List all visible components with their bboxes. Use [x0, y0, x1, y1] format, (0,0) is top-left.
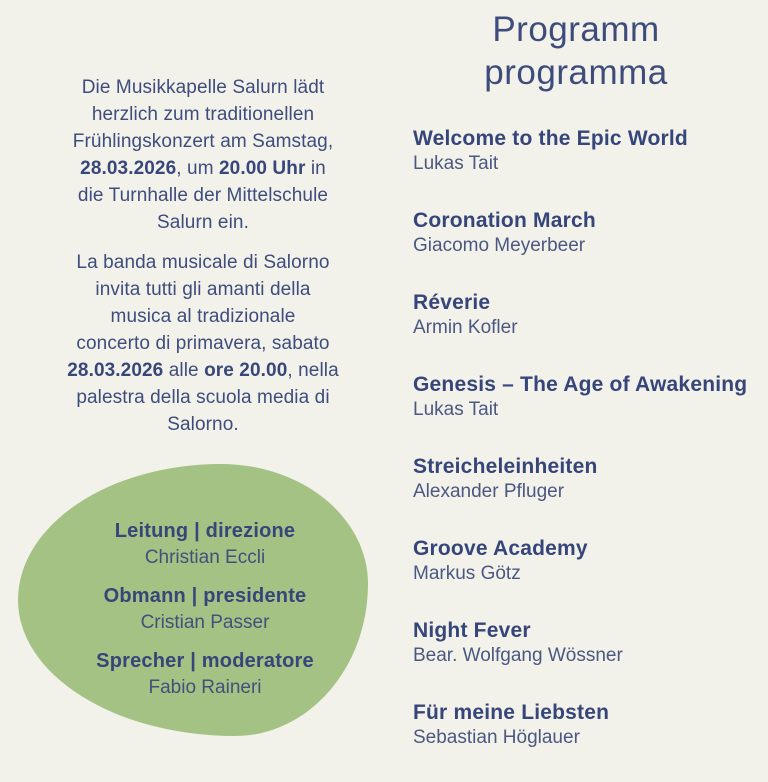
piece-title: Groove Academy [413, 537, 588, 560]
text-line: musica al tradizionale [110, 306, 296, 327]
intro-paragraph-italian [45, 249, 361, 438]
program-item [413, 536, 758, 586]
credits-block [45, 518, 365, 713]
piece-title: Streicheleinheiten [413, 455, 598, 478]
credit-name: Cristian Passer [140, 612, 270, 633]
program-item [413, 290, 758, 340]
program-item [413, 372, 758, 422]
text-line: Salorno. [167, 414, 239, 435]
text-line: Salurn ein. [157, 212, 249, 233]
text-line: 28.03.2026, um 20.00 Uhr in [80, 158, 326, 179]
piece-title: Réverie [413, 291, 491, 314]
piece-composer: Armin Kofler [413, 317, 518, 338]
text-line: invita tutti gli amanti della [95, 279, 311, 300]
text-line: Die Musikkapelle Salurn lädt [81, 77, 325, 98]
piece-composer: Alexander Pfluger [413, 481, 565, 502]
program-list [413, 126, 758, 782]
text-line: concerto di primavera, sabato [76, 333, 330, 354]
credit-conductor [45, 518, 365, 571]
program-title-line-german: Programm [492, 10, 660, 49]
credit-role: Obmann | presidente [103, 585, 307, 607]
piece-composer: Lukas Tait [413, 399, 499, 420]
program-item [413, 126, 758, 176]
credit-president [45, 583, 365, 636]
credit-moderator [45, 648, 365, 701]
piece-composer: Sebastian Höglauer [413, 727, 580, 748]
program-item [413, 700, 758, 750]
piece-composer: Lukas Tait [413, 153, 499, 174]
credit-name: Christian Eccli [144, 547, 266, 568]
text-line: 28.03.2026 alle ore 20.00, nella [67, 360, 339, 381]
piece-title: Für meine Liebsten [413, 701, 610, 724]
piece-composer: Bear. Wolfgang Wössner [413, 645, 623, 666]
piece-title: Welcome to the Epic World [413, 127, 688, 150]
text-line: die Turnhalle der Mittelschule [77, 185, 329, 206]
text-line: La banda musicale di Salorno [76, 252, 330, 273]
text-line: palestra della scuola media di [76, 387, 330, 408]
program-item [413, 454, 758, 504]
program-title [384, 8, 768, 94]
intro-paragraph-german [45, 74, 361, 236]
piece-title: Night Fever [413, 619, 531, 642]
credit-name: Fabio Raineri [148, 677, 262, 698]
text-line: Frühlingskonzert am Samstag, [72, 131, 334, 152]
piece-composer: Markus Götz [413, 563, 521, 584]
credit-role: Leitung | direzione [114, 520, 296, 542]
piece-title: Genesis – The Age of Awakening [413, 373, 748, 396]
program-item [413, 618, 758, 668]
piece-title: Coronation March [413, 209, 596, 232]
credit-role: Sprecher | moderatore [96, 650, 314, 672]
program-title-line-italian: programma [484, 53, 668, 92]
piece-composer: Giacomo Meyerbeer [413, 235, 586, 256]
text-line: herzlich zum traditionellen [91, 104, 315, 125]
program-item [413, 208, 758, 258]
